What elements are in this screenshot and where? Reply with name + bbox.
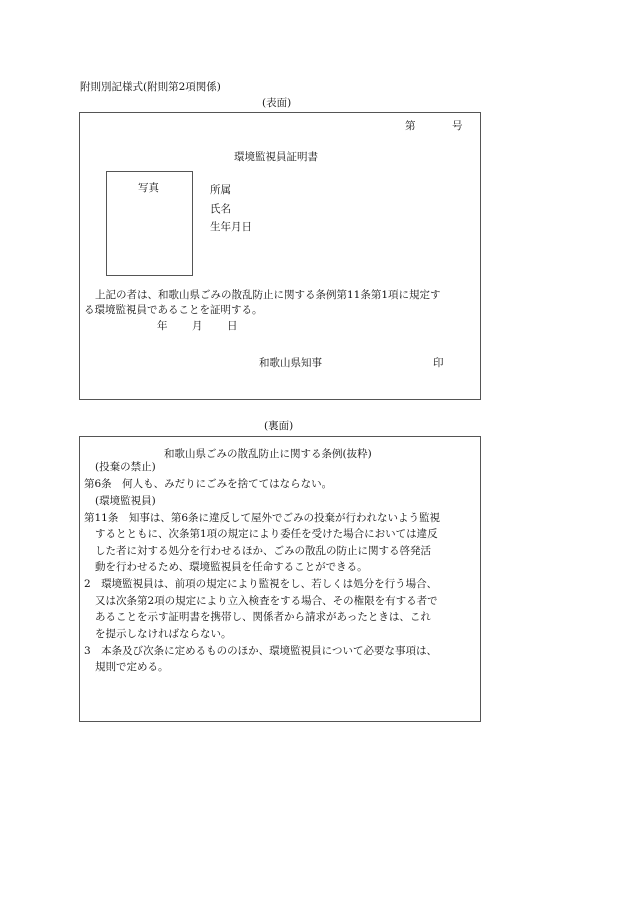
article-11-line1: 第11条 知事は、第6条に違反して屋外でごみの投棄が行われないよう監視 <box>84 512 441 524</box>
field-name: 氏名 <box>210 203 231 215</box>
article-11-para3-line2: 規則で定める。 <box>95 661 169 673</box>
article-11-para2-line1: 2 環境監視員は、前項の規定により監視をし、若しくは処分を行う場合、 <box>84 578 438 590</box>
article-11-para2-line2: 又は次条第2項の規定により立入検査をする場合、その権限を有する者で <box>95 595 438 607</box>
issuer-label: 和歌山県知事 <box>259 357 322 369</box>
article-11-para3-line1: 3 本条及び次条に定めるもののほか、環境監視員について必要な事項は、 <box>84 645 437 657</box>
field-affiliation: 所属 <box>210 184 231 196</box>
article-11-line4: 動を行わせるため、環境監視員を任命することができる。 <box>95 561 368 573</box>
article-11-line3: した者に対する処分を行わせるほか、ごみの散乱の防止に関する啓発活 <box>95 545 431 557</box>
article-6-text: 第6条 何人も、みだりにごみを捨ててはならない。 <box>84 478 333 490</box>
date-month-label: 月 <box>192 320 203 332</box>
form-heading: 附則別記様式(附則第2項関係) <box>80 81 221 93</box>
article-11-line2: するとともに、次条第1項の規定により委任を受けた場合においては違反 <box>95 528 438 540</box>
certification-text-line2: る環境監視員であることを証明する。 <box>84 304 263 316</box>
back-side-label: (裏面) <box>264 420 294 432</box>
photo-label: 写真 <box>138 182 159 194</box>
field-birthdate: 生年月日 <box>210 221 252 233</box>
ordinance-excerpt-title: 和歌山県ごみの散乱防止に関する条例(抜粋) <box>164 448 372 460</box>
certificate-title: 環境監視員証明書 <box>234 151 318 163</box>
article-11-para2-line4: を提示しなければならない。 <box>95 628 232 640</box>
article-heading-monitor: (環境監視員) <box>95 495 156 507</box>
date-year-label: 年 <box>157 320 168 332</box>
article-11-para2-line3: あることを示す証明書を携帯し、関係者から請求があったときは、これ <box>95 611 431 623</box>
article-heading-dumping: (投棄の禁止) <box>95 461 156 473</box>
date-day-label: 日 <box>227 320 238 332</box>
certificate-number-prefix: 第 <box>405 120 416 132</box>
certificate-number-suffix: 号 <box>452 120 463 132</box>
certification-text-line1: 上記の者は、和歌山県ごみの散乱防止に関する条例第11条第1項に規定す <box>95 289 441 301</box>
seal-label: 印 <box>433 357 444 369</box>
front-side-label: (表面) <box>262 97 292 109</box>
